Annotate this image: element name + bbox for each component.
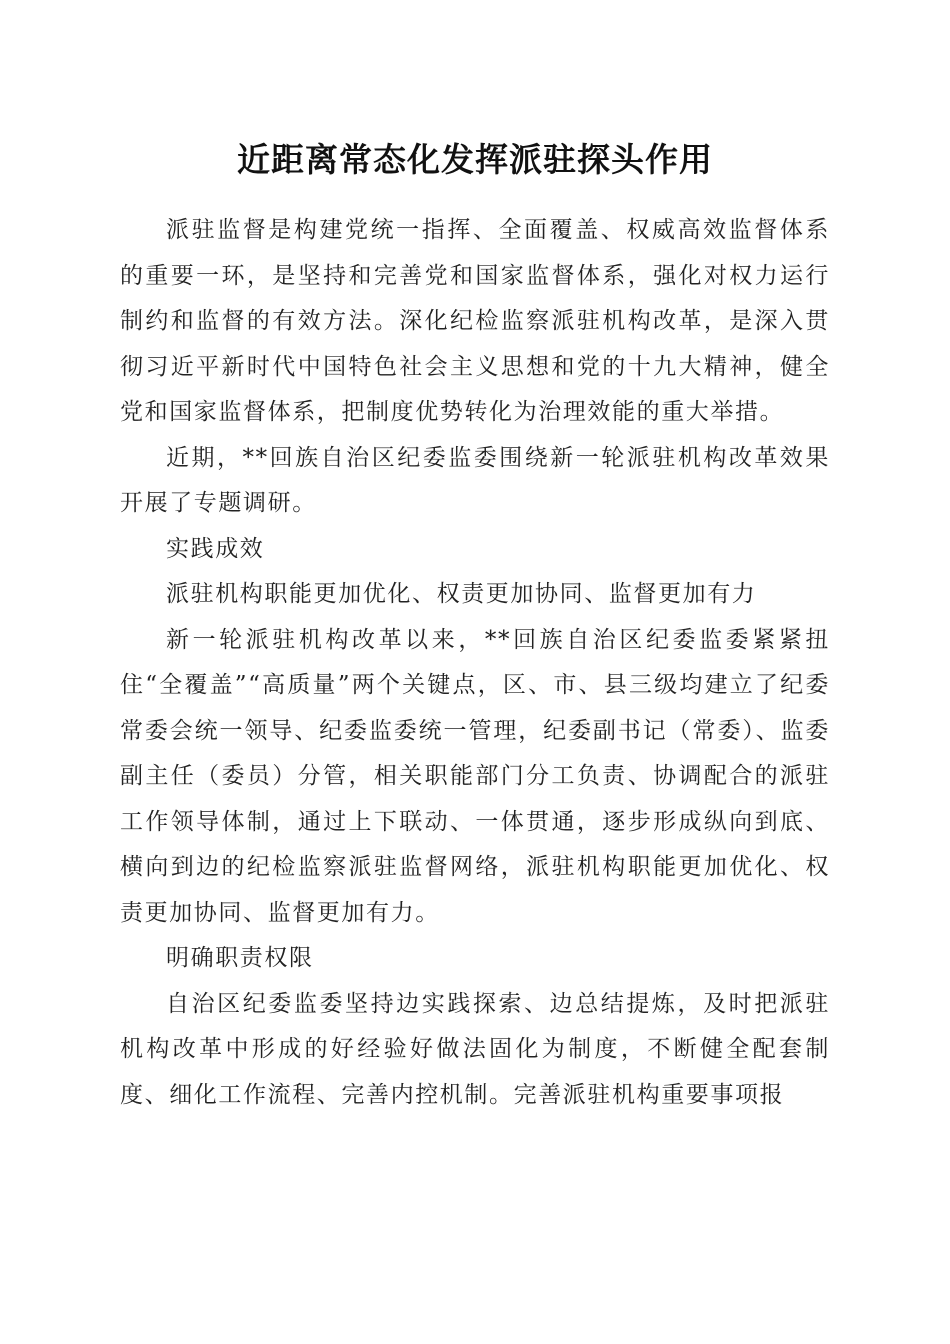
paragraph-reform: 新一轮派驻机构改革以来，**回族自治区纪委监委紧紧扭住“全覆盖”“高质量”两个关键点，区、市、县三级均建立了纪委常委会统一领导、纪委监委统一管理，纪委副书记（常委）、监委副主任（委员）分管，相关职能部门分工负责、协调配合的派驻工作领导体制，通过上下联动、一体贯通，逐步形成纵向到底、横向到边的纪检监察派驻监督网络，派驻机构职能更加优化、权责更加协同、监督更加有力。 <box>120 626 830 926</box>
document-title: 近距离常态化发挥派驻探头作用 <box>237 140 713 179</box>
subheading-functions: 派驻机构职能更加优化、权责更加协同、监督更加有力 <box>166 581 757 607</box>
paragraph-research: 近期，**回族自治区纪委监委围绕新一轮派驻机构改革效果开展了专题调研。 <box>120 444 830 516</box>
paragraph-intro: 派驻监督是构建党统一指挥、全面覆盖、权威高效监督体系的重要一环，是坚持和完善党和国家监督体系，强化对权力运行制约和监督的有效方法。深化纪检监察派驻机构改革，是深入贯彻习近平新时代中国特色社会主义思想和党的十九大精神，健全党和国家监督体系，把制度优势转化为治理效能的重大举措。 <box>120 217 830 425</box>
section-heading-responsibilities: 明确职责权限 <box>166 945 314 971</box>
paragraph-institutions: 自治区纪委监委坚持边实践探索、边总结提炼，及时把派驻机构改革中形成的好经验好做法固化为制度，不断健全配套制度、细化工作流程、完善内控机制。完善派驻机构重要事项报 <box>120 990 830 1108</box>
section-heading-practice-results: 实践成效 <box>166 535 265 562</box>
document-body <box>120 208 830 1118</box>
